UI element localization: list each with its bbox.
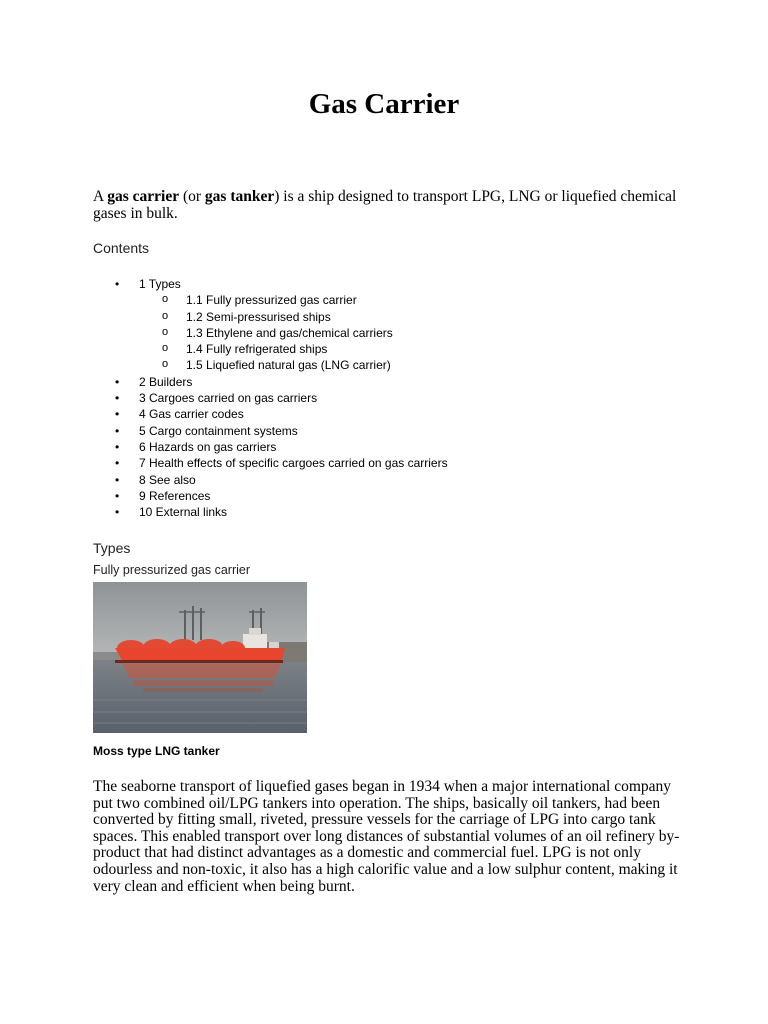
lng-tanker-photo	[93, 582, 307, 733]
intro-term-gas-tanker: gas tanker	[204, 188, 275, 205]
intro-term-gas-carrier: gas carrier	[107, 188, 180, 205]
toc-item[interactable]: • 5 Cargo containment systems	[115, 423, 448, 439]
intro-mid: (or	[179, 188, 205, 205]
body-paragraph: The seaborne transport of liquefied gases began in 1934 when a major international company put two combined oil/LPG tankers into operation. The ships, basically oil tankers, had been converted by fitting small, riveted, pressure vessels for the carriage of LPG into cargo tank spaces. This enabled transport over long distances of substantial volumes of an oil refinery by-product that had distinct advantages as a domestic and commercial fuel. LPG is not only odourless and non-toxic, it also has a high calorific value and a low sulphur content, making it very clean and efficient when being burnt.	[93, 778, 680, 895]
toc-item[interactable]: • 6 Hazards on gas carriers	[115, 439, 448, 455]
toc-item[interactable]: • 3 Cargoes carried on gas carriers	[115, 390, 448, 406]
toc-item[interactable]: • 2 Builders	[115, 374, 448, 390]
toc-item[interactable]: • 9 References	[115, 488, 448, 504]
intro-rest: ) is a ship designed to transport LPG, LNG or liquefied chemical gases in bulk.	[93, 188, 677, 222]
page-title: Gas Carrier	[308, 88, 460, 120]
subsection-heading: Fully pressurized gas carrier	[93, 563, 250, 577]
toc-subitem[interactable]: o 1.5 Liquefied natural gas (LNG carrier)	[115, 357, 448, 373]
toc-subitem[interactable]: o 1.4 Fully refrigerated ships	[115, 341, 448, 357]
intro-paragraph	[93, 188, 693, 222]
contents-heading: Contents	[93, 240, 150, 256]
toc-subitem[interactable]: o 1.3 Ethylene and gas/chemical carriers	[115, 325, 448, 341]
toc-item[interactable]: • 8 See also	[115, 472, 448, 488]
image-caption: Moss type LNG tanker	[93, 744, 220, 758]
types-heading: Types	[93, 540, 131, 556]
toc-item[interactable]: • 4 Gas carrier codes	[115, 406, 448, 422]
toc-item[interactable]: • 7 Health effects of specific cargoes carried on gas carriers	[115, 455, 448, 471]
toc-item[interactable]: • 1 Types	[115, 276, 448, 292]
toc-item[interactable]: • 10 External links	[115, 504, 448, 520]
toc-subitem[interactable]: o 1.1 Fully pressurized gas carrier	[115, 292, 448, 308]
toc-subitem[interactable]: o 1.2 Semi-pressurised ships	[115, 309, 448, 325]
intro-prefix: A	[93, 188, 108, 205]
table-of-contents	[115, 276, 448, 520]
